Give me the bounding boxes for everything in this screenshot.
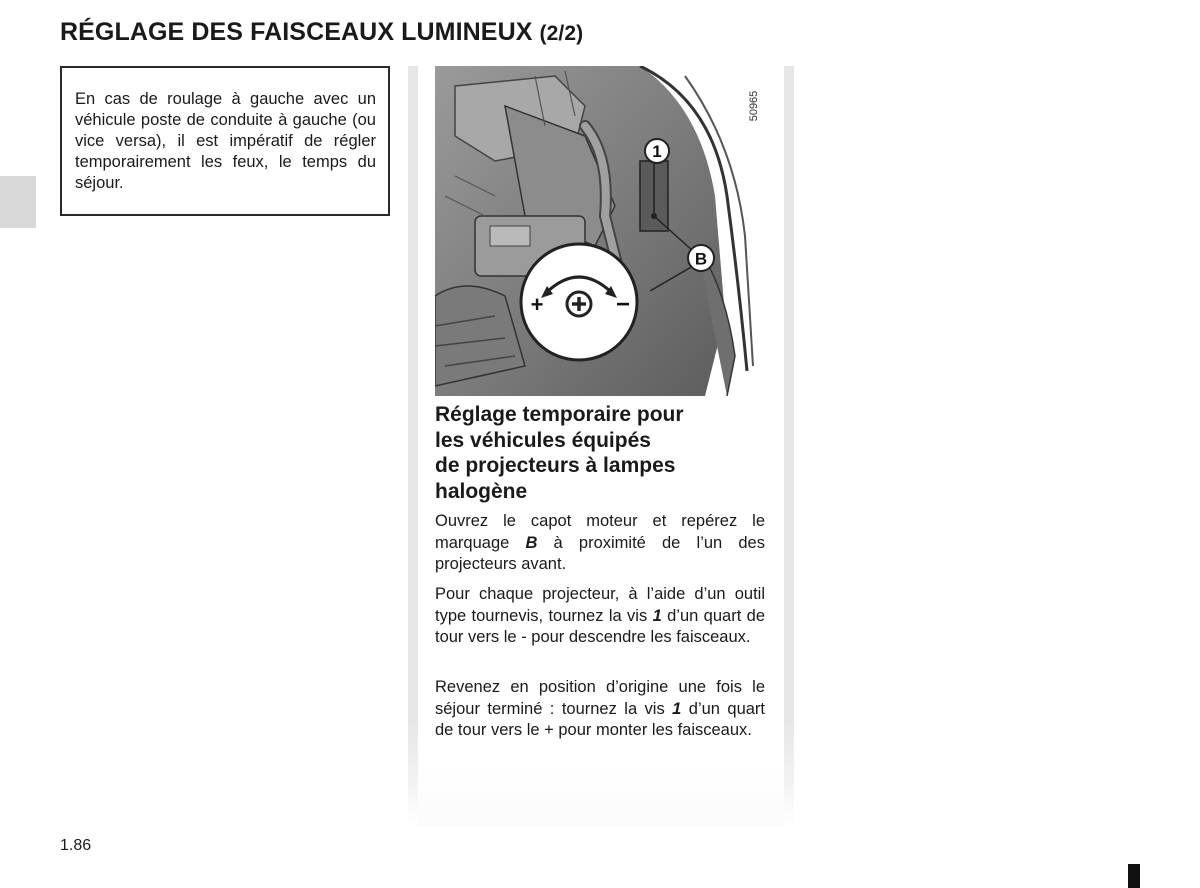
paragraph-open-hood: [435, 511, 765, 576]
screw-reference: 1: [672, 699, 682, 718]
page-title-suffix: (2/2): [539, 22, 584, 45]
section-heading-line: de projecteurs à lampes: [435, 454, 676, 477]
page-corner-mark: [1128, 864, 1140, 888]
callout-1-label: 1: [652, 142, 662, 161]
marking-reference: B: [525, 533, 538, 552]
page-number: 1.86: [60, 837, 92, 854]
paragraph-lower-beams: [435, 584, 765, 649]
section-heading: [435, 402, 775, 504]
minus-symbol: −: [615, 291, 631, 318]
section-heading-line: halogène: [435, 479, 528, 503]
paragraph-text: d’un quart de tour vers le + pour monter les faisceaux.: [435, 699, 765, 739]
engine-bay-illustration: [435, 66, 776, 396]
section-heading-line: Réglage temporaire pour: [435, 403, 684, 426]
plus-symbol: +: [530, 292, 544, 317]
figure-reference-number: 50965: [748, 90, 760, 122]
paragraph-text: à proximité de l’un des projecteurs avant.: [435, 533, 765, 573]
page-title: [60, 18, 583, 47]
paragraph-text: Ouvrez le capot moteur et repérez le marquage: [435, 512, 765, 552]
paragraph-text: Pour chaque projecteur, à l’aide d’un outil type tournevis, tournez la vis: [435, 585, 765, 625]
paragraph-text: Revenez en position d’origine une fois le séjour terminé : tournez la vis: [435, 678, 765, 718]
screw-reference: 1: [652, 606, 662, 625]
callout-b-label: B: [694, 249, 708, 269]
note-text: En cas de roulage à gauche avec un véhicule poste de conduite à gauche (ou vice versa), il est impératif de régler temporairement les feux, le temps du séjour.: [75, 90, 376, 192]
paragraph-restore-beams: [435, 677, 765, 742]
page-title-main: RÉGLAGE DES FAISCEAUX LUMINEUX: [60, 18, 533, 46]
section-tab-marker: [0, 176, 36, 228]
note-box: [60, 66, 390, 216]
section-heading-line: les véhicules équipés: [435, 428, 651, 452]
paragraph-text: d’un quart de tour vers le - pour descendre les faisceaux.: [435, 606, 766, 646]
